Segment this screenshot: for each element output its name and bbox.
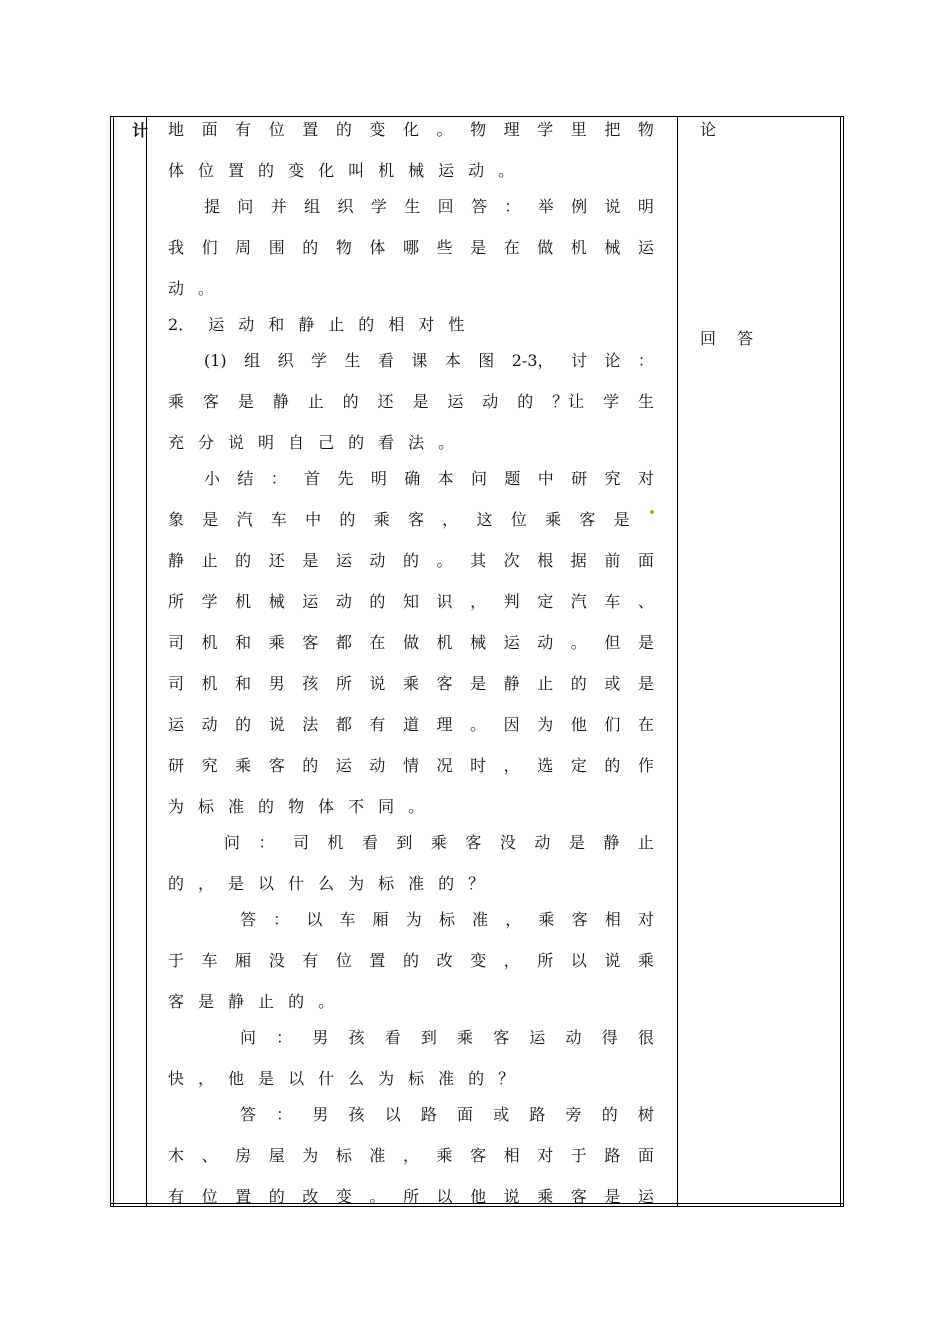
left-column-label: 计: [132, 121, 149, 140]
text-line: 地 面 有 位 置 的 变 化 。 物 理 学 里 把 物: [168, 120, 654, 139]
text-line: (1) 组 织 学 生 看 课 本 图 2-3， 讨 论 ：: [204, 351, 654, 370]
text-line: 答 ： 以 车 厢 为 标 准 ， 乘 客 相 对: [240, 910, 654, 929]
text-line: 乘 客 是 静 止 的 还 是 运 动 的 ？让 学 生: [168, 392, 654, 411]
right-column-text-1: 论: [700, 120, 725, 139]
column-divider-right: [677, 116, 678, 1207]
text-line: 有 位 置 的 改 变 。 所 以 他 说 乘 客 是 运: [168, 1187, 654, 1206]
highlight-mark: [650, 510, 654, 514]
text-line: 问 ： 男 孩 看 到 乘 客 运 动 得 很: [240, 1028, 654, 1047]
table-right-double-line: [840, 116, 841, 1207]
text-line: 动 。: [168, 279, 215, 298]
text-line: 小 结 ： 首 先 明 确 本 问 题 中 研 究 对: [204, 469, 654, 488]
text-line: 答 ： 男 孩 以 路 面 或 路 旁 的 树: [240, 1105, 654, 1124]
column-divider-left: [146, 116, 147, 1207]
text-line: 象 是 汽 车 中 的 乘 客 ， 这 位 乘 客 是: [168, 510, 654, 530]
text-line: 问 ： 司 机 看 到 乘 客 没 动 是 静 止: [224, 833, 654, 852]
text-line: 提 问 并 组 织 学 生 回 答 ： 举 例 说 明: [204, 197, 654, 216]
text-line: 客 是 静 止 的 。: [168, 992, 335, 1011]
text-line: 所 学 机 械 运 动 的 知 识 ， 判 定 汽 车 、: [168, 592, 654, 611]
text-line: 研 究 乘 客 的 运 动 情 况 时 ， 选 定 的 作: [168, 756, 654, 775]
text-line: 为 标 准 的 物 体 不 同 。: [168, 797, 425, 816]
table-left-double-line: [113, 116, 114, 1207]
text-line: 我 们 周 围 的 物 体 哪 些 是 在 做 机 械 运: [168, 238, 654, 257]
right-column-text-2: 回 答: [700, 329, 762, 348]
text-line: 静 止 的 还 是 运 动 的 。 其 次 根 据 前 面: [168, 551, 654, 570]
text-line: 司 机 和 男 孩 所 说 乘 客 是 静 止 的 或 是: [168, 674, 654, 693]
text-line: 司 机 和 乘 客 都 在 做 机 械 运 动 。 但 是: [168, 633, 654, 652]
text-line: 快 ， 他 是 以 什 么 为 标 准 的 ？: [168, 1069, 515, 1088]
text-line: 体 位 置 的 变 化 叫 机 械 运 动 。: [168, 161, 515, 180]
text-line: 的 ， 是 以 什 么 为 标 准 的 ？: [168, 874, 485, 893]
text-line: 木 、 房 屋 为 标 准 ， 乘 客 相 对 于 路 面: [168, 1146, 654, 1165]
text-line: 充 分 说 明 自 己 的 看 法 。: [168, 433, 455, 452]
text-line: 于 车 厢 没 有 位 置 的 改 变 ， 所 以 说 乘: [168, 951, 654, 970]
text-line: 2． 运 动 和 静 止 的 相 对 性: [168, 315, 465, 334]
text-line: 运 动 的 说 法 都 有 道 理 。 因 为 他 们 在: [168, 715, 654, 734]
